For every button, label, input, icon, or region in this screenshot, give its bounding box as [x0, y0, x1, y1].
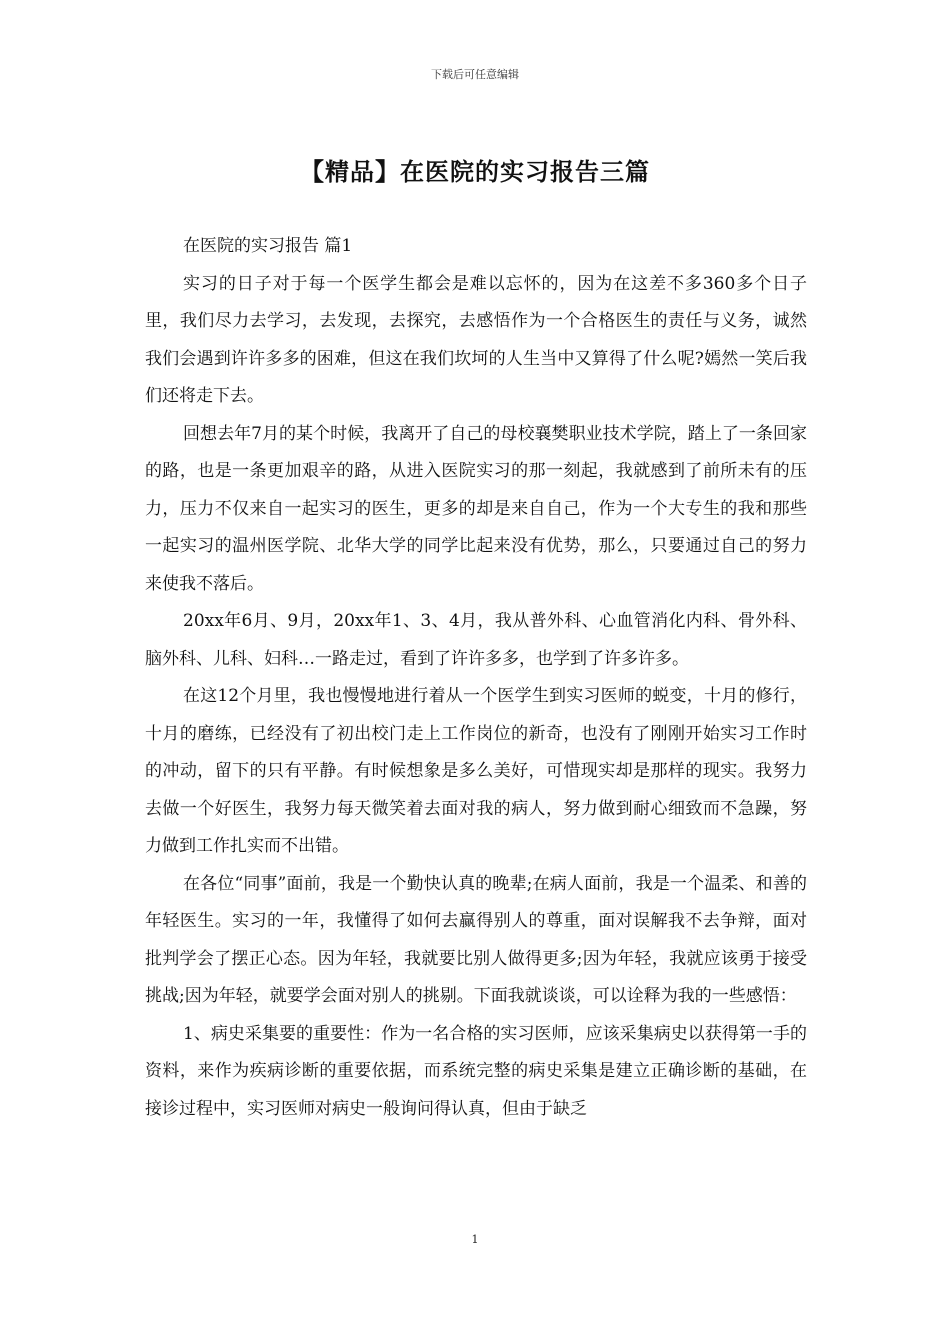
paragraph-1: 实习的日子对于每一个医学生都会是难以忘怀的，因为在这差不多360多个日子里，我们尽力去学习，去发现，去探究，去感悟作为一个合格医生的责任与义务，诚然我们会遇到许许多多的困难，但这在我们坎坷的人生当中又算得了什么呢?嫣然一笑后我们还将走下去。	[145, 273, 807, 406]
paragraph-3: 20xx年6月、9月，20xx年1、3、4月，我从普外科、心血管消化内科、骨外科、脑外科、儿科、妇科…一路走过，看到了许许多多，也学到了许多许多。	[145, 611, 807, 669]
section-heading: 在医院的实习报告 篇1	[183, 236, 353, 256]
document-title: 【精品】在医院的实习报告三篇	[300, 157, 650, 186]
page-number: 1	[471, 1233, 479, 1246]
header-note: 下载后可任意编辑	[431, 68, 519, 81]
paragraph-2: 回想去年7月的某个时候，我离开了自己的母校襄樊职业技术学院，踏上了一条回家的路，也是一条更加艰辛的路，从进入医院实习的那一刻起，我就感到了前所未有的压力，压力不仅来自一起实习的医生，更多的却是来自自己，作为一个大专生的我和那些一起实习的温州医学院、北华大学的同学比起来没有优势，那么，只要通过自己的努力来使我不落后。	[145, 423, 807, 594]
paragraph-6: 1、病史采集要的重要性：作为一名合格的实习医师，应该采集病史以获得第一手的资料，来作为疾病诊断的重要依据，而系统完整的病史采集是建立正确诊断的基础，在接诊过程中，实习医师对病史一般询问得认真，但由于缺乏	[145, 1023, 807, 1119]
paragraph-5: 在各位“同事”面前，我是一个勤快认真的晚辈;在病人面前，我是一个温柔、和善的年轻医生。实习的一年，我懂得了如何去赢得别人的尊重，面对误解我不去争辩，面对批判学会了摆正心态。因为年轻，我就要比别人做得更多;因为年轻，我就应该勇于接受挑战;因为年轻，就要学会面对别人的挑剔。下面我就谈谈，可以诠释为我的一些感悟：	[145, 873, 807, 1006]
paragraph-4: 在这12个月里，我也慢慢地进行着从一个医学生到实习医师的蜕变，十月的修行，十月的磨练，已经没有了初出校门走上工作岗位的新奇，也没有了刚刚开始实习工作时的冲动，留下的只有平静。有时候想象是多么美好，可惜现实却是那样的现实。我努力去做一个好医生，我努力每天微笑着去面对我的病人，努力做到耐心细致而不急躁，努力做到工作扎实而不出错。	[145, 686, 807, 856]
document-body	[145, 228, 807, 1128]
